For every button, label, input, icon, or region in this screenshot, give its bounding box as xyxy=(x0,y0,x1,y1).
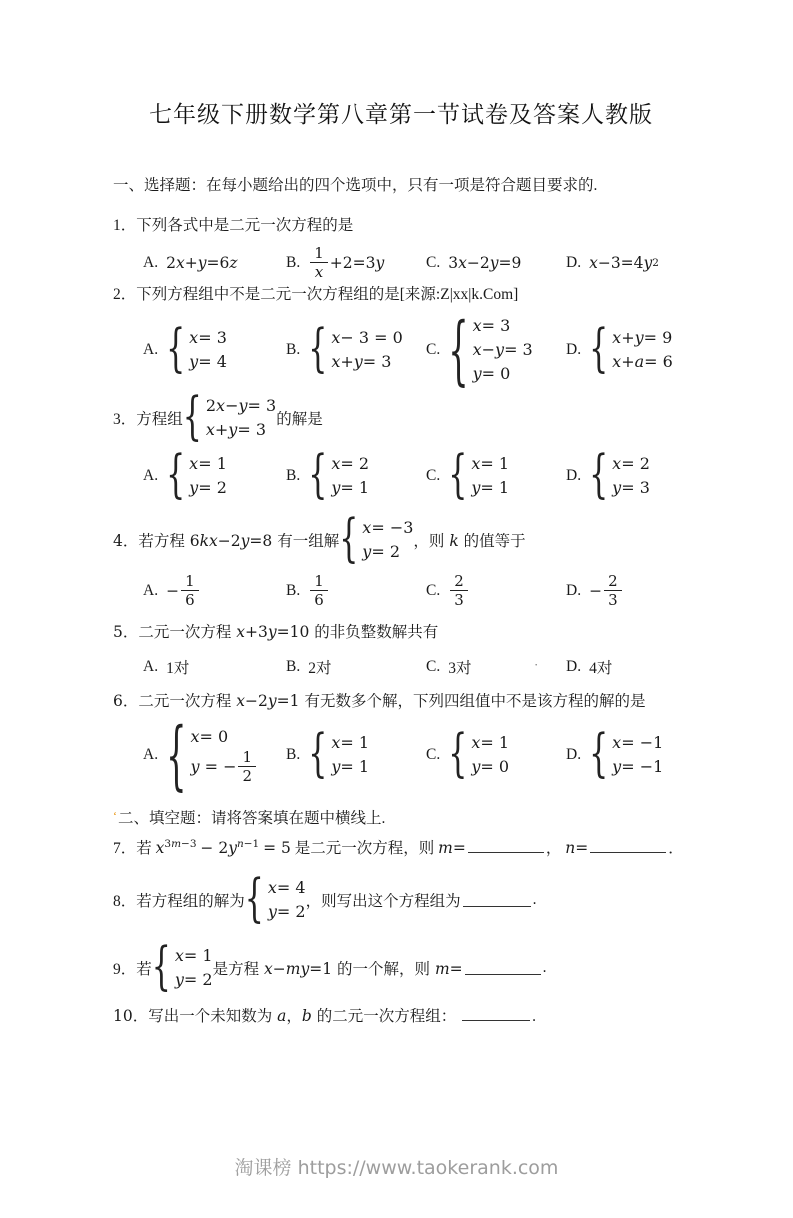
option-a xyxy=(143,254,286,272)
equation: x + a = 6 xyxy=(612,351,673,371)
fraction xyxy=(310,573,328,609)
brace-icon: { xyxy=(244,869,264,930)
option-label: B. xyxy=(286,581,301,599)
equation: x = 1 xyxy=(189,453,227,473)
brace-icon: { xyxy=(448,446,468,506)
equation-system xyxy=(339,510,414,570)
fraction xyxy=(604,573,622,609)
math-base: x xyxy=(155,838,165,857)
question-6-options xyxy=(113,710,689,800)
sign: − xyxy=(166,581,180,600)
option-b xyxy=(286,724,426,785)
option-label: C. xyxy=(426,745,441,763)
option-d xyxy=(566,656,689,678)
option-label: D. xyxy=(566,340,582,358)
exponent: 3m−3 xyxy=(164,837,197,850)
option-label: D. xyxy=(566,745,582,763)
option-label: A. xyxy=(143,581,159,599)
stem-text: ，则 k 的值等于 xyxy=(413,531,526,550)
equation: x = 2 xyxy=(331,453,370,473)
option-d xyxy=(566,724,689,785)
question-5-stem: 5．二元一次方程 x+3y=10 的非负整数解共有 xyxy=(113,622,439,641)
equation-system xyxy=(589,446,650,506)
equation: y = 1 xyxy=(331,756,370,776)
math-rhs: = 5 xyxy=(263,838,291,857)
math-mid: − 2y xyxy=(200,838,237,857)
equation-system xyxy=(308,724,370,785)
option-b xyxy=(286,656,426,678)
brace-icon: { xyxy=(166,320,186,380)
equation-system xyxy=(166,320,227,380)
option-c xyxy=(426,656,566,678)
equation: x = −3 xyxy=(362,517,414,537)
question-7 xyxy=(113,838,689,868)
equation: x = 1 xyxy=(174,945,213,965)
question-4-options xyxy=(113,566,689,616)
question-10 xyxy=(113,1006,689,1028)
equation: x − 3 = 0 xyxy=(331,327,403,347)
brace-icon: { xyxy=(182,388,202,448)
question-3-stem xyxy=(113,388,689,448)
numerator: 1 xyxy=(310,245,328,264)
option-text: 4对 xyxy=(589,659,613,677)
equation: y = 2 xyxy=(267,901,306,921)
brace-icon: { xyxy=(308,446,328,506)
option-a xyxy=(143,446,286,506)
question-8 xyxy=(113,869,689,930)
equation: x = 0 xyxy=(190,726,229,746)
option-label: C. xyxy=(426,253,441,271)
test-paper-page xyxy=(0,96,793,1028)
denominator: 3 xyxy=(608,591,618,610)
stem-text: 3．方程组 xyxy=(113,410,183,428)
sign: − xyxy=(589,581,603,600)
equation-system xyxy=(589,320,673,380)
option-b xyxy=(286,446,426,506)
brace-icon: { xyxy=(589,446,609,506)
denominator: 6 xyxy=(314,591,324,610)
brace-icon: { xyxy=(308,320,328,380)
brace-icon: { xyxy=(166,710,187,800)
equation: x = 2 xyxy=(612,453,650,473)
equation-system xyxy=(308,446,370,506)
equation: 2 x − y = 3 xyxy=(205,395,277,415)
equation: x = 3 xyxy=(189,327,227,347)
option-expression: 2x+y=6z xyxy=(166,253,238,272)
orange-tick-mark: ʻ xyxy=(113,808,117,823)
exponent: n−1 xyxy=(236,837,260,850)
stem-text: 10．写出一个未知数为 a，b 的二元一次方程组： xyxy=(113,1006,457,1025)
equation: y = 1 xyxy=(471,477,510,497)
stem-text: 8．若方程组的解为 xyxy=(113,892,245,910)
option-c xyxy=(426,573,566,609)
option-d xyxy=(566,446,689,506)
section1-heading: 一、选择题：在每小题给出的四个选项中，只有一项是符合题目要求的. xyxy=(113,177,598,194)
equation: x = 1 xyxy=(471,732,510,752)
option-d: D. x−3=4y 2 xyxy=(566,253,659,272)
option-label: B. xyxy=(286,745,301,763)
numerator: 2 xyxy=(450,573,468,592)
period: . xyxy=(542,958,547,976)
equation-system xyxy=(448,724,510,785)
blank-line xyxy=(590,838,666,853)
option-label: C. xyxy=(426,657,441,675)
option-c xyxy=(426,446,566,506)
period: . xyxy=(532,1007,537,1025)
equation: y = 2 xyxy=(189,477,227,497)
option-label: C. xyxy=(426,581,441,599)
denominator: 3 xyxy=(454,591,464,610)
option-a xyxy=(143,320,286,380)
option-a xyxy=(143,710,286,800)
question-2-stem: 2．下列方程组中不是二元一次方程组的是[来源:Z|xx|k.Com] xyxy=(113,285,519,303)
question-5-options xyxy=(113,656,689,678)
stem-text: 4．若方程 6kx−2y=8 有一组解 xyxy=(113,531,340,550)
brace-icon: { xyxy=(308,724,328,785)
equation: x − y = 3 xyxy=(472,339,533,359)
denominator: 6 xyxy=(185,591,195,610)
question-9 xyxy=(113,936,689,1000)
equation-system xyxy=(244,869,306,930)
equation-system xyxy=(182,388,277,448)
equation: y = 4 xyxy=(189,351,227,371)
brace-icon: { xyxy=(589,320,609,380)
option-label: B. xyxy=(286,466,301,484)
question-1-options xyxy=(113,241,689,285)
denominator: x xyxy=(314,263,324,282)
stray-dot: · xyxy=(534,656,539,672)
brace-icon: { xyxy=(339,510,359,570)
question-1-stem: 1．下列各式中是二元一次方程的是 xyxy=(113,217,354,234)
option-c xyxy=(426,305,566,395)
stem-text: 是二元一次方程，则 xyxy=(294,839,435,857)
equation: x = 1 xyxy=(471,453,510,473)
period: . xyxy=(532,890,537,908)
fraction xyxy=(181,573,199,609)
option-label: B. xyxy=(286,253,301,271)
brace-icon: { xyxy=(589,724,609,785)
equation: x + y = 3 xyxy=(331,351,392,371)
equation-system xyxy=(166,446,227,506)
option-text: 3对 xyxy=(448,659,472,677)
stem-text: 的解是 xyxy=(276,410,323,428)
equation: y = 1 xyxy=(331,477,370,497)
option-label: B. xyxy=(286,340,301,358)
equation-system xyxy=(448,446,510,506)
option-expression: x−3=4y xyxy=(589,253,653,272)
option-label: D. xyxy=(566,581,582,599)
blank-line xyxy=(462,1006,530,1021)
equation: x + y = 3 xyxy=(205,419,267,439)
option-a xyxy=(143,656,286,678)
blank-line xyxy=(468,838,544,853)
option-label: B. xyxy=(286,657,301,675)
question-6-stem: 6．二元一次方程 x−2y=1 有无数多个解，下列四组值中不是该方程的解的是 xyxy=(113,691,646,710)
numerator: 1 xyxy=(310,573,328,592)
option-label: A. xyxy=(143,253,159,271)
section2-heading xyxy=(113,806,689,828)
brace-icon: { xyxy=(448,724,468,785)
blank-line xyxy=(463,892,531,907)
option-c xyxy=(426,254,566,272)
option-a xyxy=(143,573,286,609)
option-b xyxy=(286,320,426,380)
fraction xyxy=(310,245,328,281)
separator: ， xyxy=(545,839,562,857)
page-title: 七年级下册数学第八章第一节试卷及答案人教版 xyxy=(149,102,653,127)
stem-text: 7．若 xyxy=(113,839,152,857)
equation: x = 4 xyxy=(267,877,306,897)
brace-icon: { xyxy=(448,305,469,395)
option-d xyxy=(566,320,689,380)
option-expression: 3x−2y=9 xyxy=(448,253,522,272)
equation-system xyxy=(589,724,664,785)
equation: y = 2 xyxy=(174,969,213,989)
stem-text: ，则写出这个方程组为 xyxy=(305,892,461,910)
equation-system xyxy=(151,937,213,998)
option-label: D. xyxy=(566,657,582,675)
equation: y = 0 xyxy=(471,756,510,776)
numerator: 2 xyxy=(604,573,622,592)
denominator: 2 xyxy=(242,767,253,786)
option-text: 1对 xyxy=(166,659,190,677)
option-b xyxy=(286,573,426,609)
equation: x = 3 xyxy=(472,315,511,335)
option-label: D. xyxy=(566,253,582,271)
equation: y = 3 xyxy=(612,477,650,497)
equation-system xyxy=(448,305,533,395)
question-4-stem xyxy=(113,510,689,570)
option-c xyxy=(426,724,566,785)
option-label: A. xyxy=(143,657,159,675)
option-b xyxy=(286,245,426,281)
fraction xyxy=(450,573,468,609)
option-text: 2对 xyxy=(308,659,332,677)
period: ． xyxy=(668,839,684,857)
equation: x = 1 xyxy=(331,732,370,752)
option-label: A. xyxy=(143,340,159,358)
option-expression: +2=3y xyxy=(329,253,385,272)
brace-icon: { xyxy=(151,937,171,998)
equation: y = −1 xyxy=(612,756,664,776)
m-label: m= xyxy=(438,838,466,857)
equation-system xyxy=(308,320,403,380)
footer-watermark: 淘课榜 https://www.taokerank.com xyxy=(234,1157,559,1179)
section2-heading-text: 二、填空题：请将答案填在题中横线上. xyxy=(118,809,386,827)
option-label: D. xyxy=(566,466,582,484)
blank-line xyxy=(465,960,541,975)
brace-icon: { xyxy=(166,446,186,506)
equation-system xyxy=(166,710,258,800)
question-2-options xyxy=(113,305,689,395)
option-label: C. xyxy=(426,466,441,484)
option-label: A. xyxy=(143,745,159,763)
n-label: n= xyxy=(565,838,589,857)
equation: y = 2 xyxy=(362,541,401,561)
numerator: 1 xyxy=(181,573,199,592)
option-d xyxy=(566,573,689,609)
numerator: 1 xyxy=(238,749,256,768)
equation: y = − xyxy=(190,756,237,776)
equation: x = −1 xyxy=(612,732,664,752)
fraction xyxy=(238,749,256,785)
stem-text: 是方程 x−my=1 的一个解，则 m= xyxy=(212,959,463,978)
equation: y = 0 xyxy=(472,363,511,383)
question-3-options xyxy=(113,446,689,506)
stem-text: 9．若 xyxy=(113,960,152,978)
equation: x + y = 9 xyxy=(612,327,673,347)
option-label: A. xyxy=(143,466,159,484)
option-label: C. xyxy=(426,340,441,358)
